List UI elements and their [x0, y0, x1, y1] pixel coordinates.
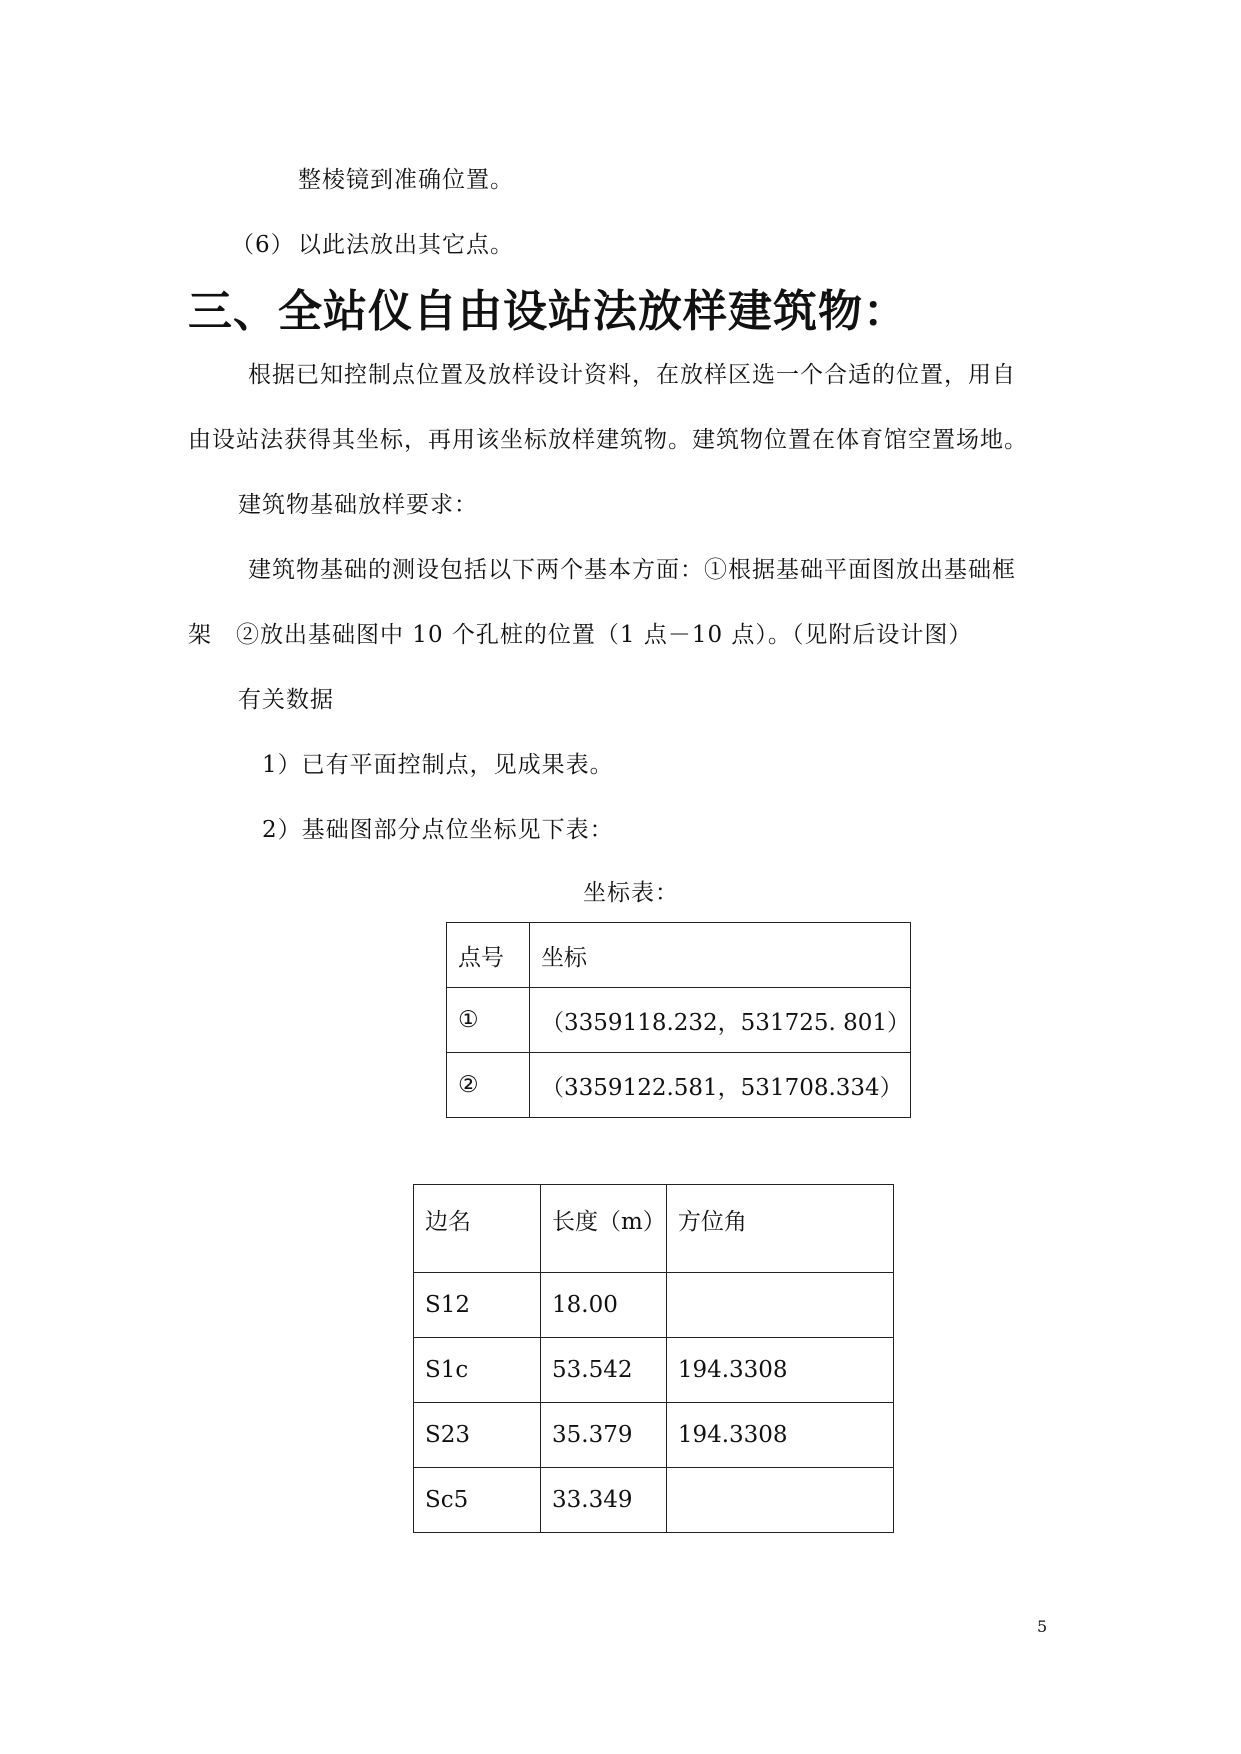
table-header-cell: 长度（m） [541, 1185, 667, 1273]
paragraph-line: 架 [188, 622, 212, 648]
text-line: 整棱镜到准确位置。 [298, 167, 514, 193]
table-cell: S23 [414, 1403, 541, 1468]
paragraph-line: 根据已知控制点位置及放样设计资料，在放样区选一个合适的位置，用自 [248, 362, 1016, 388]
list-item: 2）基础图部分点位坐标见下表： [262, 817, 614, 843]
table-cell: 35.379 [541, 1403, 667, 1468]
side-length-table [413, 1184, 894, 1533]
page-number: 5 [1037, 1617, 1048, 1636]
paragraph-line: 由设站法获得其坐标，再用该坐标放样建筑物。建筑物位置在体育馆空置场地。 [188, 427, 1028, 453]
table-row [447, 1053, 911, 1118]
table-caption: 坐标表： [583, 880, 679, 906]
table-cell: 194.3308 [666, 1403, 893, 1468]
paragraph-line: 有关数据 [238, 687, 334, 713]
paragraph-line: ②放出基础图中 10 个孔桩的位置（1 点－10 点）。（见附后设计图） [236, 622, 973, 648]
list-item: 1）已有平面控制点，见成果表。 [262, 752, 614, 778]
paragraph-line: 建筑物基础放样要求： [238, 492, 478, 518]
table-header-cell: 点号 [447, 923, 530, 988]
table-row [414, 1468, 894, 1533]
table-cell: （3359118.232，531725. 801） [530, 988, 911, 1053]
table-cell [666, 1468, 893, 1533]
section-heading: 三、全站仪自由设站法放样建筑物： [188, 286, 908, 337]
text-line: 以此法放出其它点。 [298, 232, 514, 258]
table-row [414, 1273, 894, 1338]
table-cell: 53.542 [541, 1338, 667, 1403]
table-row [447, 988, 911, 1053]
table-cell: 194.3308 [666, 1338, 893, 1403]
table-cell [666, 1273, 893, 1338]
table-row [414, 1338, 894, 1403]
step-number: （6） [231, 232, 295, 258]
paragraph-line: 建筑物基础的测设包括以下两个基本方面：①根据基础平面图放出基础框 [248, 557, 1016, 583]
table-header-cell: 坐标 [530, 923, 911, 988]
table-header-cell: 方位角 [666, 1185, 893, 1273]
table-header-cell: 边名 [414, 1185, 541, 1273]
table-cell: S1c [414, 1338, 541, 1403]
table-cell: 33.349 [541, 1468, 667, 1533]
table-row [414, 1403, 894, 1468]
table-header-row [447, 923, 911, 988]
table-cell: （3359122.581，531708.334） [530, 1053, 911, 1118]
table-cell: ② [447, 1053, 530, 1118]
table-cell: 18.00 [541, 1273, 667, 1338]
table-cell: Sc5 [414, 1468, 541, 1533]
table-cell: ① [447, 988, 530, 1053]
table-header-row [414, 1185, 894, 1273]
coordinate-table [446, 922, 911, 1118]
table-cell: S12 [414, 1273, 541, 1338]
